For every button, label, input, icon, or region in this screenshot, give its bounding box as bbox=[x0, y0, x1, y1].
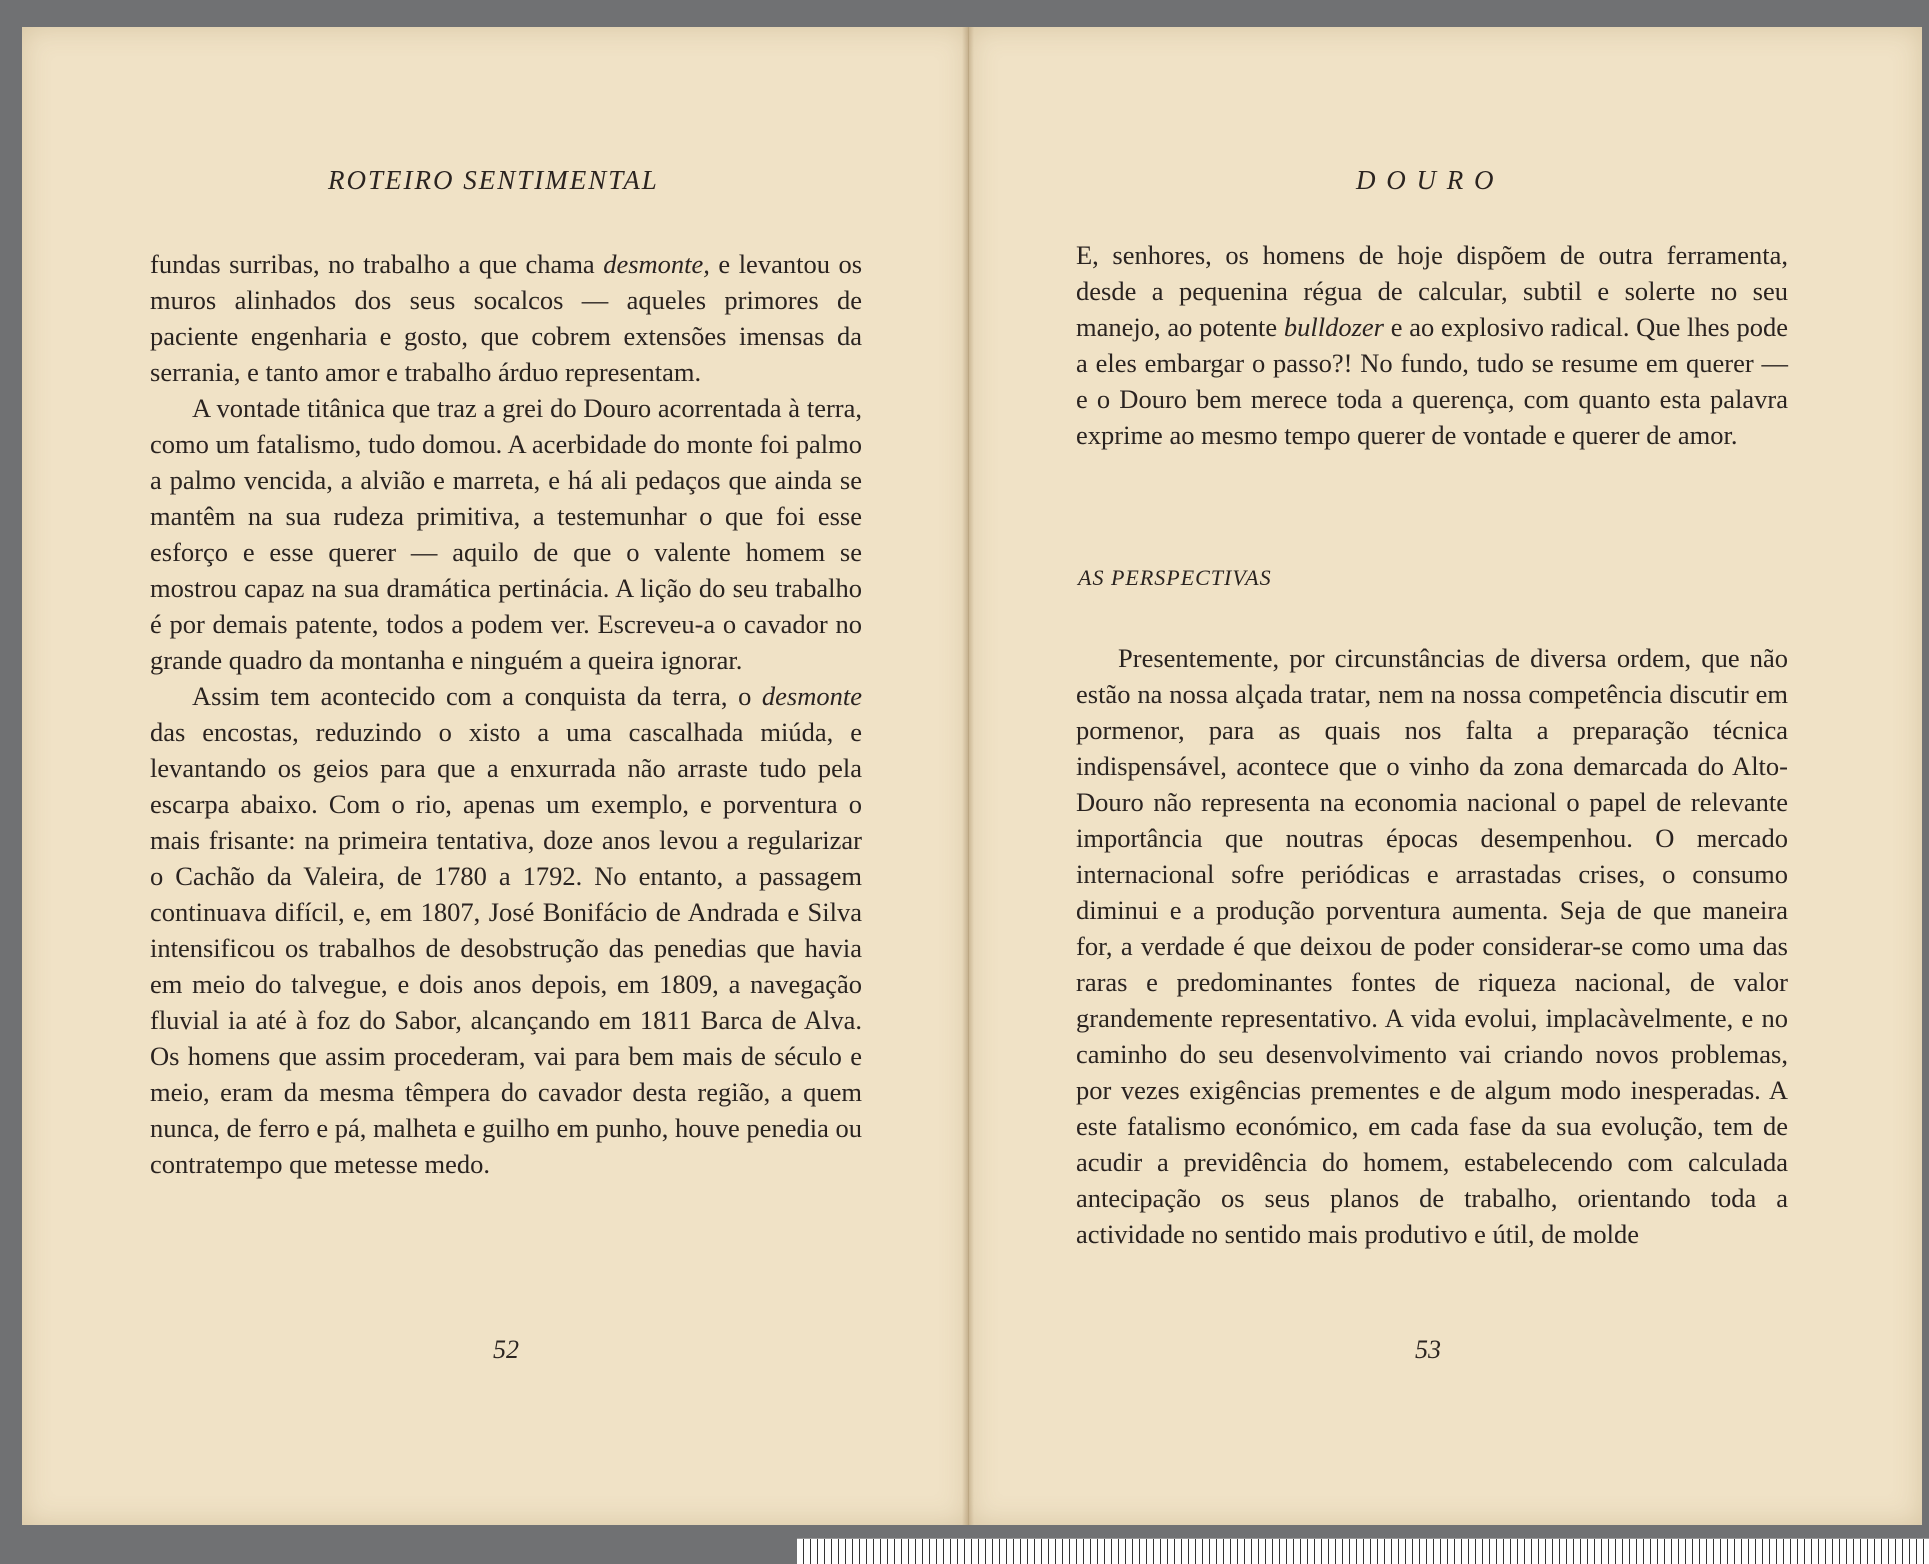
right-text-block-top bbox=[1076, 237, 1788, 453]
section-heading: AS PERSPECTIVAS bbox=[1078, 565, 1272, 590]
scale-ruler bbox=[797, 1538, 1929, 1564]
right-text-block-bottom bbox=[1076, 640, 1788, 1252]
running-head-left: ROTEIRO SENTIMENTAL bbox=[328, 165, 659, 195]
book-gutter bbox=[962, 27, 974, 1525]
right-paragraph-2: Presentemente, por circunstâncias de diversa ordem, que não estão na nossa alçada tratar, nem na nossa competência discutir em pormenor, para as quais nos falta a preparação técnica indispensável, acontece que o vinho da zona demarcada do Alto-Douro não representa na economia nacional o papel de relevante importância que noutras épocas desempenhou. O mercado internacional sofre periódicas e arrastadas crises, o consumo diminui e a produção porventura aumenta. Seja de que maneira for, a verdade é que deixou de poder considerar-se como uma das raras e predominantes fontes de riqueza nacional, de valor grandemente representativo. A vida evolui, implacàvelmente, e no caminho do seu desenvolvimento vai criando novos problemas, por vezes exigências prementes e de algum modo inesperadas. A este fatalismo económico, em cada fase da sua evolução, tem de acudir a previdência do homem, estabelecendo com calculada antecipação os seus planos de trabalho, orientando toda a actividade no sentido mais produtivo e útil, de molde bbox=[1076, 643, 1788, 1249]
running-head-right: D O U R O bbox=[1356, 165, 1496, 195]
right-paragraph-1: E, senhores, os homens de hoje dispõem de outra ferramenta, desde a pequenina régua de calcular, subtil e solerte no seu manejo, ao potente bulldozer e ao explosivo radical. Que lhes pode a eles embargar o passo?! No fundo, tudo se resume em querer — e o Douro bem merece toda a querença, com quanto esta palavra exprime ao mesmo tempo querer de vontade e querer de amor. bbox=[1076, 240, 1788, 450]
left-paragraph-3: Assim tem acontecido com a conquista da terra, o desmonte das encostas, reduzindo o xisto a uma cascalhada miúda, e levantando os geios para que a enxurrada não arraste tudo pela escarpa abaixo. Com o rio, apenas um exemplo, e porventura o mais frisante: na primeira tentativa, doze anos levou a regularizar o Cachão da Valeira, de 1780 a 1792. No entanto, a passagem continuava difícil, e, em 1807, José Bonifácio de Andrada e Silva intensificou os trabalhos de desobstrução das penedias que havia em meio do talvegue, e dois anos depois, em 1809, a navegação fluvial ia até à foz do Sabor, alcançando em 1811 Barca de Alva. Os homens que assim procederam, vai para bem mais de século e meio, eram da mesma têmpera do cavador desta região, a quem nunca, de ferro e pá, malheta e guilho em punho, houve penedia ou contratempo que metesse medo. bbox=[150, 681, 862, 1179]
page-number-right: 53 bbox=[1415, 1335, 1441, 1364]
left-paragraph-2: A vontade titânica que traz a grei do Douro acorrentada à terra, como um fatalismo, tudo domou. A acerbidade do monte foi palmo a palmo vencida, a alvião e marreta, e há ali pedaços que ainda se mantêm na sua rudeza primitiva, a testemunhar o que foi esse esforço e esse querer — aquilo de que o valente homem se mostrou capaz na sua dramática pertinácia. A lição do seu trabalho é por demais patente, todos a podem ver. Escreveu-a o cavador no grande quadro da montanha e ninguém a queira ignorar. bbox=[150, 393, 862, 675]
left-text-block bbox=[150, 246, 862, 1182]
page-number-left: 52 bbox=[493, 1335, 519, 1364]
left-paragraph-1: fundas surribas, no trabalho a que chama desmonte, e levantou os muros alinhados dos seus socalcos — aqueles primores de paciente engenharia e gosto, que cobrem extensões imensas da serrania, e tanto amor e trabalho árduo representam. bbox=[150, 249, 863, 387]
